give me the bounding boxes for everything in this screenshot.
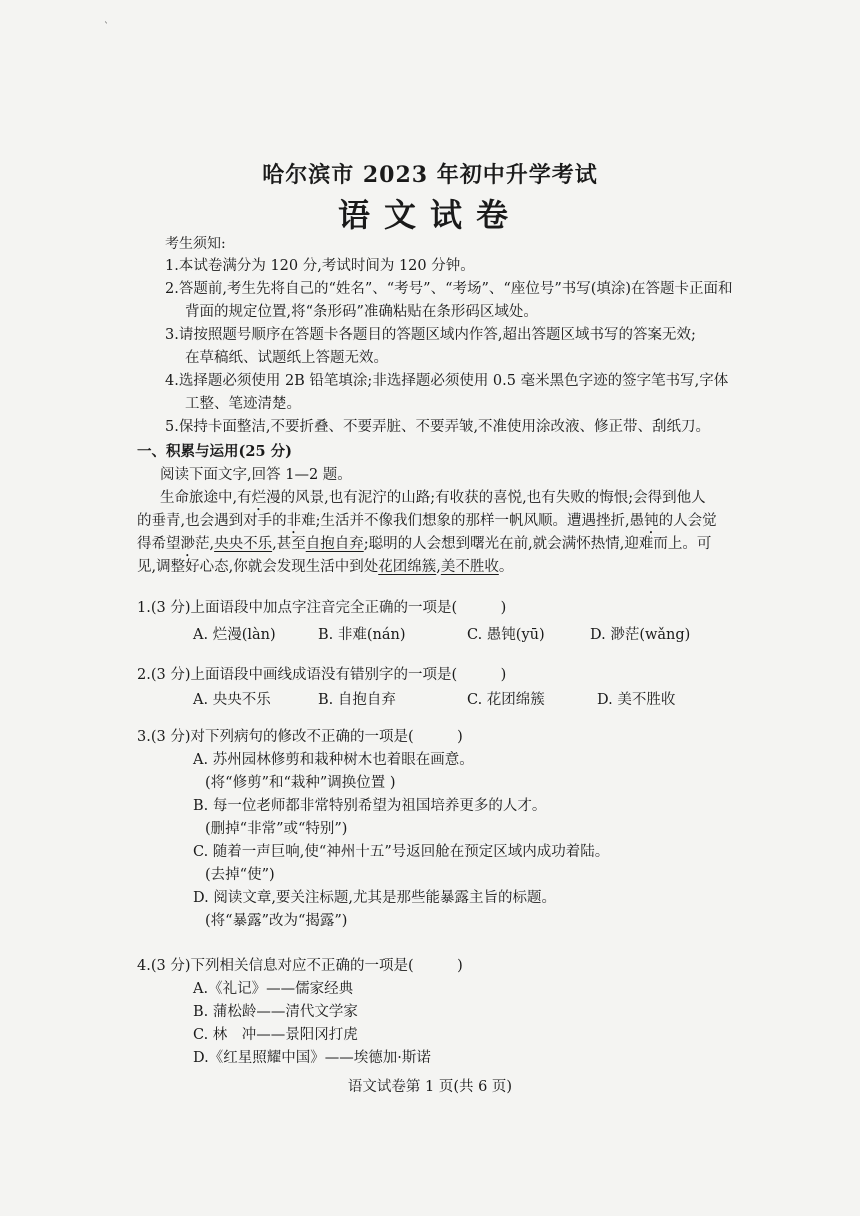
- option-a: A. 烂漫(làn): [193, 627, 276, 643]
- question-4-stem: 4.(3 分)下列相关信息对应不正确的一项是( ): [137, 958, 463, 974]
- option-c: C. 愚钝(yū): [467, 627, 545, 643]
- question-3-item: A. 苏州园林修剪和栽种树木也着眼在画意。: [193, 752, 474, 768]
- passage-line: 生命旅途中,有烂漫的风景,也有泥泞的山路;有收获的喜悦,也有失败的悔恨;会得到他人: [160, 490, 706, 506]
- question-3-stem: 3.(3 分)对下列病句的修改不正确的一项是( ): [137, 729, 463, 745]
- question-1-stem: 1.(3 分)上面语段中加点字注音完全正确的一项是( ): [137, 600, 507, 616]
- question-3-item: (删掉“非常”或“特别”): [205, 821, 348, 837]
- reading-intro: 阅读下面文字,回答 1—2 题。: [160, 467, 352, 483]
- notice-item: 工整、笔迹清楚。: [185, 396, 301, 412]
- passage-line: 见,调整好心态,你就会发现生活中到处花团绵簇,美不胜收。: [137, 559, 514, 575]
- question-4-item: B. 蒲松龄——清代文学家: [193, 1004, 358, 1020]
- option-a: A. 央央不乐: [193, 692, 271, 708]
- notice-heading: 考生须知:: [165, 236, 226, 252]
- notice-item: 4.选择题必须使用 2B 铅笔填涂;非选择题必须使用 0.5 毫米黑色字迹的签字笔书写,字体: [165, 373, 729, 389]
- section-heading: 一、积累与运用(25 分): [137, 443, 292, 460]
- option-d: D. 美不胜收: [597, 692, 676, 708]
- option-c: C. 花团绵簇: [467, 692, 545, 708]
- question-4-item: D.《红星照耀中国》——埃德加·斯诺: [193, 1050, 431, 1066]
- option-b: B. 非难(nán): [318, 627, 406, 643]
- page-footer: 语文试卷第 1 页(共 6 页): [347, 1079, 513, 1095]
- notice-item: 3.请按照题号顺序在答题卡各题目的答题区域内作答,超出答题区域书写的答案无效;: [165, 327, 696, 343]
- question-3-item: D. 阅读文章,要关注标题,尤其是那些能暴露主旨的标题。: [193, 890, 557, 906]
- exam-subject-title: 语文试卷: [337, 196, 522, 234]
- scan-mark: ˋ: [104, 22, 109, 33]
- option-b: B. 自抱自弃: [318, 692, 396, 708]
- passage-line: 得希望渺茫,央央不乐,甚至自抱自弃;聪明的人会想到曙光在前,就会满怀热情,迎难而上。可: [137, 536, 712, 552]
- notice-item: 2.答题前,考生先将自己的“姓名”、“考号”、“考场”、“座位号”书写(填涂)在答题卡正面和: [165, 281, 733, 297]
- question-3-item: B. 每一位老师都非常特别希望为祖国培养更多的人才。: [193, 798, 547, 814]
- question-2-stem: 2.(3 分)上面语段中画线成语没有错别字的一项是( ): [137, 667, 507, 683]
- exam-title: 哈尔滨市 2023 年初中升学考试: [262, 162, 598, 188]
- option-d: D. 渺茫(wǎng): [590, 627, 691, 643]
- question-3-item: (去掉“使”): [205, 867, 275, 883]
- question-4-item: A.《礼记》——儒家经典: [193, 981, 354, 997]
- question-4-item: C. 林 冲——景阳冈打虎: [193, 1027, 358, 1043]
- question-3-item: (将“修剪”和“栽种”调换位置 ): [205, 775, 396, 791]
- question-3-item: (将“暴露”改为“揭露”): [205, 913, 348, 929]
- notice-item: 5.保持卡面整洁,不要折叠、不要弄脏、不要弄皱,不准使用涂改液、修正带、刮纸刀。: [165, 419, 711, 435]
- passage-line: 的垂青,也会遇到对手的非难;生活并不像我们想象的那样一帆风顺。遭遇挫折,愚钝的人会觉: [137, 513, 717, 529]
- notice-item: 1.本试卷满分为 120 分,考试时间为 120 分钟。: [165, 258, 475, 274]
- question-3-item: C. 随着一声巨响,使“神州十五”号返回舱在预定区域内成功着陆。: [193, 844, 610, 860]
- notice-item: 背面的规定位置,将“条形码”准确粘贴在条形码区域处。: [185, 304, 538, 320]
- notice-item: 在草稿纸、试题纸上答题无效。: [185, 350, 388, 366]
